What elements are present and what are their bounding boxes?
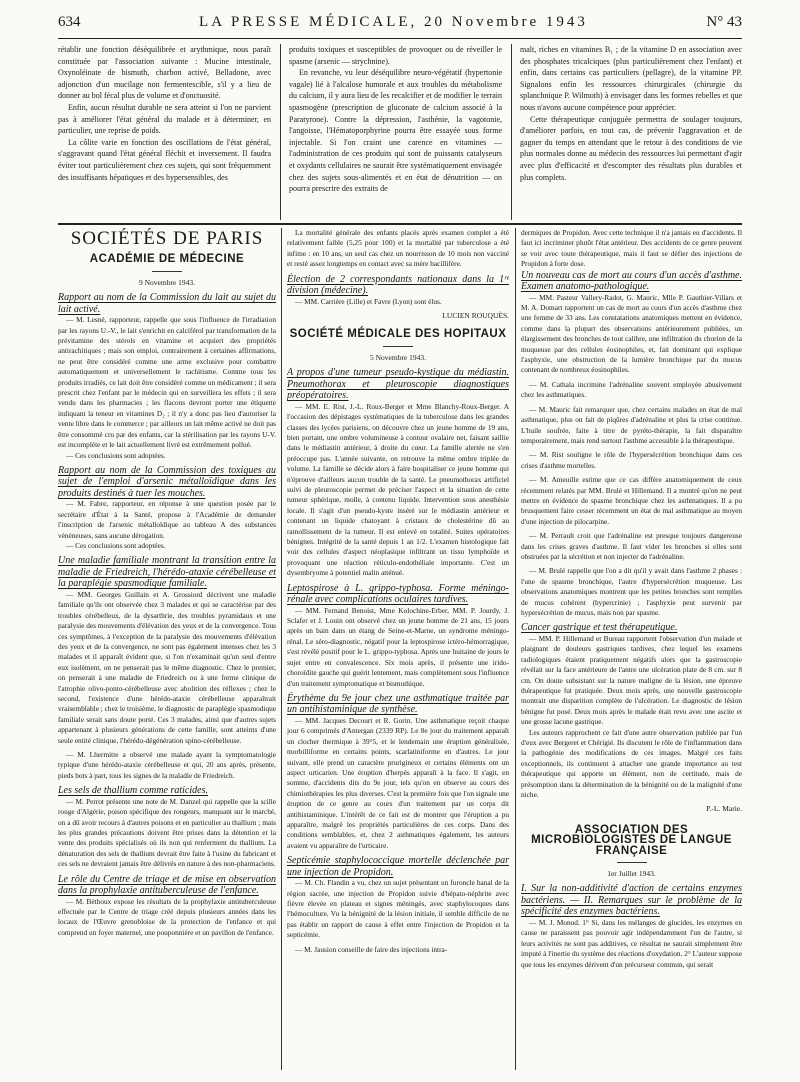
middle-column xyxy=(287,228,509,1070)
report-item xyxy=(58,750,276,781)
paragraph: La côlite varie en fonction des oscillations de l'état général, s'aggravant quand l'état général fléchit et inversement. Il faudra éviter tout particulièrement chez ces sujets, qui sont fréquemment des insuffisants hépatiques et des hypersensibles, des xyxy=(58,137,271,182)
signature: LUCIEN ROUQUÈS. xyxy=(442,311,509,321)
top-column-1 xyxy=(58,44,271,220)
item-title: Les sels de thallium comme raticides. xyxy=(58,785,208,797)
item-text: — M. Ameuille estime que ce cas diffère anatomiquement de ceux récemment relatés par MM. Brulé et Hillemand. Il a montré qu'on ne peut mettre en évidence de spasme bronchique chez les asthmatiques. Il a pu brusquement faire cesser récemment un état de mal asthmatique au moyen d'une injection de pilocarpine. xyxy=(521,475,742,526)
item-text: — MM. Carrière (Lille) et Favre (Lyon) sont élus. xyxy=(295,296,442,306)
report-item xyxy=(521,531,742,562)
report-item xyxy=(287,855,509,940)
item-text: — MM. Jacques Decourt et R. Gorin. Une asthmatique reçoit chaque jour 6 comprimés d'Antergan (2339 RP). Le 8e jour du traitement apparaît un clocher thermique à 39°5, et le lendemain une éruption généralisée, morbilliforme en certains points, scarlatiniforme en d'autres. Le jour suivant, elle prend un caractère prurigineux et certains éléments ont un aspect urticarien. Une éruption d'herpès apparaît à la face. Il s'agit, en somme, d'accidents dits du 9e jour, tels qu'on en observe au cours des chimiothérapies les plus diverses. C'est la première fois que l'on signale une éruption de ce genre au cours d'un traitement par un corps dit antihistaminique. L'intérêt de ce fait est de montrer que l'éruption a pu apparaître, malgré les propriétés particulières de ces corps. Dans des conditions semblables, et, chez 2 asthmatiques également, les auteurs avaient vu apparaître de l'urticaire. xyxy=(287,715,509,850)
section-heading: ACADÉMIE DE MÉDECINE xyxy=(89,253,245,266)
item-text: — M. Lhermitte a observé une malade ayant la symptomatologie typique d'une hérédo-ataxie cérébelleuse et qui, 20 ans après, présente, pieds bots à part, tous les signes de la maladie de Friedreich. xyxy=(58,750,276,780)
item-conclusion: — Ces conclusions sont adoptées. xyxy=(66,541,166,551)
item-text: — M. Béthoux expose les résultats de la prophylaxie antituberculeuse effectuée par le Centre de triage créé depuis plusieurs années dans les locaux de l'Œuvre grenobloise de la protection de l'enfance et qui comprend un foyer maternel, une pouponnière et un pavillon de l'enfance. xyxy=(58,896,276,937)
paragraph: La mortalité générale des enfants placés après examen complet a été relativement faible (5,25 pour 100) et la mortalité par tuberculose a été infime : en 10 ans, un seul cas chez un nourrisson de 10 mois non vacciné et resté assez longtemps en contact avec sa mère bacillifère. xyxy=(287,228,509,269)
report-item xyxy=(521,883,742,970)
report-item xyxy=(287,367,509,578)
report-item xyxy=(287,583,509,689)
item-text: — MM. Pasteur Vallery-Radot, G. Mauric, Mlle P. Gauthier-Villars et M. A. Domart rapportent un cas de mort au cours d'un accès d'asthme chez une femme de 33 ans. Les constatations anatomiques mettent en évidence, comme dans la plupart des observations antérieurement publiées, un élargissement des bronches de tout calibre, une infiltration du chorion de la muqueuse par des cellules éosinophiles, et, fait dominant qui explique l'asphyxie, une obstruction de la lumière bronchique par du mucus contenant de nombreux éosinophiles. xyxy=(521,292,742,375)
item-title: Un nouveau cas de mort au cours d'un accès d'asthme. Examen anatomo-pathologique. xyxy=(521,269,742,293)
item-text: — M. Jausion conseille de faire des injections intra- xyxy=(295,944,448,954)
column-divider xyxy=(511,44,512,220)
column-divider xyxy=(515,228,516,1070)
item-title: Le rôle du Centre de triage et de mise en observation dans la prophylaxie antituberculeuse de l'enfance. xyxy=(58,873,276,897)
page-number: 634 xyxy=(58,14,81,30)
section-heading: ASSOCIATION DES MICROBIOLOGISTES DE LANGUE FRANÇAISE xyxy=(531,823,732,857)
paragraph: rétablir une fonction déséquilibrée et arythmique, nous paraît constituée par l'association suivante : Mucine intestinale, Oxynoléinate de bismuth, charbon activé, Belladone, avec adjonction d'un mucilage non fermentescible, s'il y a lieu de donner au bol fécal plus de volume et d'onctuosité. xyxy=(58,45,271,101)
item-text: — MM. Georges Guillain et A. Grossiord décrivent une maladie familiale qu'ils ont observée chez 3 malades et qui se caractérise par des troubles cérébelleux, de la dysarthrie, des troubles pyramidaux et une paralysie des mouvements d'élévation des yeux et de la convergence. Tous ces symptômes, à l'exception de la paralysie des mouvements d'élévation des yeux et de la convergence, ne sont pas également intenses chez les 3 malades et il apparaît évident que, si l'on n'examinait qu'un seul d'entre eux isolément, on ne penserait pas le même diagnostic. Chez le premier, on penserait à une maladie de Friedreich ou à une forme clinique de l'atrophie olivo-ponto-cérébelleuse avec abolition des réflexes ; chez le second, l'existence d'une hérédo-ataxie cérébelleuse apparaîtrait vraisemblable ; chez le troisième, le diagnostic de paraplégie spasmodique familiale serait sans doute porté. Ces 3 malades, ainsi que d'autres sujets appartenant à plusieurs générations de cette famille, sont atteints d'une seule entité clinique, l'hérédo-dégénération spino-cérébelleuse. xyxy=(58,589,276,745)
heading-rule xyxy=(152,271,182,272)
left-column xyxy=(58,228,276,1070)
section-heading: SOCIÉTÉ MÉDICALE DES HOPITAUX xyxy=(289,328,507,341)
item-conclusion: — Ces conclusions sont adoptées. xyxy=(66,450,166,460)
report-item xyxy=(521,270,742,376)
report-item xyxy=(287,693,509,851)
item-title: Rapport au nom de la Commission des toxiques au sujet de l'emploi d'arsenic métalloïdique dans les produits destinés à tuer les mouches. xyxy=(58,464,276,499)
report-item xyxy=(521,475,742,527)
item-text: Les auteurs rapprochent ce fait d'une autre observation publiée par l'un d'eux avec Bergeret et Chérigié. Ils discutent le rôle de l'inflammation dans la pathogénie des modifications de ces images. Malgré ces faits exceptionnels, ils continuent à attacher une grande importance au test thérapeutique qui apporte un élément, non de certitude, mais de présomption dans la détermination de la bénignité ou de la malignité d'une niche. xyxy=(521,727,742,799)
item-text: — M. Ch. Flandin a vu, chez un sujet présentant un furoncle banal de la région sacrée, une injection de Propidon suivie d'hépato-néphrite avec fièvre élevée en plateau et signes méningés, avec staphylocoques dans l'hémoculture. Vu la bénignité de la lésion initiale, il semble difficile de ne pas établir un rapport de cause à effet entre l'injection de Propidon et la septicémie. xyxy=(287,878,509,940)
heading-rule xyxy=(617,862,647,863)
report-item xyxy=(521,566,742,618)
header-rule xyxy=(58,38,742,39)
item-text: — M. Rist souligne le rôle de l'hypersécrétion bronchique dans ces crises d'asthme mortelles. xyxy=(521,450,742,470)
page-header xyxy=(58,14,742,38)
heading-rule xyxy=(383,346,413,347)
report-item xyxy=(58,785,276,869)
session-date: 9 Novembre 1943. xyxy=(138,277,196,287)
paragraph: Enfin, aucun résultat durable ne sera atteint si l'on ne parvient pas à améliorer l'état général du malade et à déterminer, en particulier, une reprise de poids. xyxy=(58,102,271,136)
journal-title: LA PRESSE MÉDICALE, 20 Novembre 1943 xyxy=(199,14,588,30)
report-item xyxy=(521,622,742,800)
item-title: Rapport au nom de la Commission du lait au sujet du lait activé. xyxy=(58,292,276,315)
session-date: 1er Juillet 1943. xyxy=(607,869,656,879)
report-item xyxy=(58,874,276,939)
report-item xyxy=(58,465,276,552)
item-title: Élection de 2 correspondants nationaux dans la 1ʳᵉ division (médecine). xyxy=(287,273,509,297)
item-text: — M. J. Monod. 1° Si, dans les mélanges de glucides, les enzymes en cause ne paraissent pas pouvoir agir indépendamment l'un de l'autre, si leurs activités ne sont pas additives, ce résultat ne saurait simplement être imputé à l'inertie du système des réactions d'oxydation. 2° L'auteur suppose que tous les enzymes dérivent d'un précurseur commun, qui serait xyxy=(521,917,742,969)
item-title: Septicémie staphylococcique mortelle déclenchée par une injection de Propidon. xyxy=(287,855,509,878)
paragraph: malt, riches en vitamines B₁ ; de la vitamine D en association avec des phosphates tricalciques (plus particulièrement chez l'enfant) et enfin, dans certains cas particuliers (pellagre), de la vitamine PP. Signalons enfin les ressources chirurgicales (chirurgie du splanchnique P. Wilmoth) à envisager dans les formes rebelles et que nous n'avons aucune compétence pour apprécier. xyxy=(520,45,742,112)
paragraph: dermiques de Propidon. Avec cette technique il n'a jamais eu d'accidents. Il faut ici incriminer plutôt l'état antérieur. Des accidents de ce genre peuvent se voir avec toute thérapeutique, mais il faut se défier des injections de Propidon à forte dose. xyxy=(521,228,742,269)
report-item xyxy=(521,450,742,471)
item-text: — M. Mauric fait remarquer que, chez certains malades en état de mal asthmatique, plus on fait de piqûres d'adrénaline et plus la crise continue. L'huile soufrée, faite à titre de pyréto-thérapie, la fait disparaître temporairement, mais rend surtout l'asthme accessible à la thérapeutique. xyxy=(521,404,742,445)
paragraph: Cette thérapeutique conjuguée permettra de soulager toujours, d'améliorer parfois, en tout cas, de prévenir l'aggravation et de gagner du temps en attendant que le retour à des conditions de vie plus normales donne au médecin des ressources lui permettant d'agir avec plus d'efficacité et d'escompter des résultats plus durables et plus complets. xyxy=(520,114,742,182)
right-column xyxy=(521,228,742,1070)
issue-number: N° 43 xyxy=(706,14,742,30)
item-text: — M. Lesné, rapporteur, rappelle que sous l'influence de l'irradiation par les rayons U.-V., le lait s'enrichit en calciférol par transformation de la prévitamine des stérols en vitamine et acquiert des propriétés antirachitiques ; mais son emploi, contrairement à certaines affirmations, ne peut être considéré comme une arme exclusive pour combattre automatiquement et universellement le rachitisme. Comme tous les produits irradiés, ce lait doit être considéré comme un médicament ; il sera prescrit chez l'enfant par le médecin qui en surveillera les effets ; il sera vendu dans les pharmacies ; les flacons devront porter une étiquette indiquant la teneur en vitamines D₂ ; il n'y a donc pas lieu d'autoriser la vente libre dans le commerce ; par ailleurs un lait même activé ne doit pas être consommé cru par des enfants, car la stérilisation par les rayons U-V. est incomplète et le lait actuellement livré est extrêmement pollué. xyxy=(58,315,276,450)
report-item xyxy=(521,405,742,447)
paragraph: produits toxiques et susceptibles de provoquer ou de réveiller le spasme (arsenic — strychnine). xyxy=(289,45,502,66)
item-text: — M. Fabre, rapporteur, en réponse à une question posée par le secrétaire d'État à la Santé, propose à l'Académie de demander l'inscription de l'arsenic métalloïdique au tableau A des substances vénéneuses, sans aucune dérogation. xyxy=(58,499,276,540)
election-item xyxy=(287,274,509,307)
item-text: — MM. E. Rist, J.-L. Roux-Berger et Mme Blanchy-Roux-Berger. A l'occasion des dépistages systématiques de la tuberculose dans les grandes classes des lycées parisiens, on découvre chez un jeune homme de 19 ans, bien portant, une ombre volumineuse à contour ovalaire net, faisant saillie dans le médiastin antérieur, à droite du cœur. La famille alertée ne s'en préoccupe pas. L'année suivante, on retrouve la même ombre triplée de volume. La famille se décide alors à faire hospitaliser ce jeune homme qui n'éprouve d'ailleurs aucun trouble de la santé. Le pneumothorax artificiel suivi de pleuroscopie permet de préciser l'aspect et la situation de cette tumeur sphérique, molle, à contenu liquide. Intervention sous anesthésie locale. Il s'agit d'un pseudo-kyste inséré sur le médiastin antérieur et contenant un liquide chatoyant à cristaux de cholestérine dû au ramollissement de la tumeur. Il est enlevé en totalité. Suites opératoires bénignes. Intégrité de la santé depuis 1 an 1/2. L'examen histologique fait voir des cellules d'aspect néoplasique infiltrant un tissu lymphoïde et provoquant une réaction réticulo-endothéliale importante. C'est un dysembryome à potentiel malin atténué. xyxy=(287,401,509,578)
item-text: — MM. Fernand Benoist, Mme Kolochine-Erber, MM. P. Jourdy, J. Sclafer et J. Louin ont observé chez un jeune homme de 21 ans, 15 jours après un bain dans un étang de Seine-et-Marne, un syndrome méningo-rénal. Le séro-diagnostic, négatif pour la leptospirose ictéro-hémorragique, s'est révélé positif pour le L. grippo-typhosa. Après une huitaine de jours le sujet entre en convalescence. Six mois après, il présente une irido-choroïdite gauche qui guérit lentement, mais complètement sous l'influence d'un traitement symptomatique et bismuthique. xyxy=(287,605,509,688)
item-title: A propos d'une tumeur pseudo-kystique du médiastin. Pneumothorax et pleuroscopie diagnostiques préopératoires. xyxy=(287,367,509,402)
societies-title: SOCIÉTÉS DE PARIS xyxy=(70,228,264,249)
item-text: — M. Perrault croit que l'adrénaline est presque toujours dangereuse dans les crises graves d'asthme. Il faut vider les bronches si elles sont obstruées par la sécrétion et non injecter de l'adrénaline. xyxy=(521,531,742,561)
top-column-2 xyxy=(289,44,502,220)
item-title: Cancer gastrique et test thérapeutique. xyxy=(521,622,678,634)
signature: P.-L. Marie. xyxy=(706,804,742,814)
item-title: Leptospirose à L. grippo-typhosa. Forme méningo-rénale avec complications oculaires tardives. xyxy=(287,582,509,606)
section-rule xyxy=(58,223,742,225)
paragraph: En revanche, vu leur déséquilibre neuro-végétatif (hypertonie vagale) lié à l'alcalose humorale et aux troubles du métabolisme du calcium, il y aura lieu de les recalcifier et de modifier le terrain spasmogène (prescription de gluconate de calcium associé à la Paratyrone). Contre la dépression, l'asthénie, la vagotonie, l'angoisse, l'Hématoporphyrine pourra être essayée sous forme injectable. Si l'on craint une carence en vitamines — l'administration de ces produits qui sont de puissants catalyseurs et oxydants cellulaires ne saurait être systématiquement envisagée chez des sujets sous-alimentés et en état de dénutrition — on pourra prescrire des extraits de xyxy=(289,68,502,194)
item-text: — M. Cathala incrimine l'adrénaline souvent employée abusivement chez les asthmatiques. xyxy=(521,379,742,400)
report-item xyxy=(521,380,742,401)
item-title: Une maladie familiale montrant la transition entre la maladie de Friedreich, l'hérédo-ataxie cérébelleuse et la paraplégie spasmodique familiale. xyxy=(58,555,276,590)
report-item xyxy=(58,555,276,746)
item-text: — M. Perrot présente une note de M. Danzel qui rappelle que la scille rouge d'Algérie, poison spécifique des rongeurs, manquant sur le marché, on a dû avoir recours à d'autres poisons et en particulier au thallium ; mais les plus grandes précautions doivent être prises dans la détention et la vente des produits spécialisés où ils non qui renferment du thallium. La dénaturation des sels de thallium devrait être faite à l'usine du fabricant et ces sels ne devraient jamais être délivrés en nature à des non-pharmaciens. xyxy=(58,796,276,869)
column-divider xyxy=(281,228,282,1070)
report-item xyxy=(58,292,276,461)
item-title: I. Sur la non-additivité d'action de certains enzymes bactériens. — II. Remarques sur le problème de la spécificité des enzymes bactériens. xyxy=(521,883,742,918)
item-text: — MM. P. Hillemand et Bureau rapportent l'observation d'un malade et plaignant de douleurs gastriques tardives, chez lequel les examens radiologiques étaient pratiquement négatifs alors que la gastroscopie révélait sur la face antérieure de l'antre une ulcération plate de 8 cm. sur 8 cm. On doute subsistant sur la nature maligne de la lésion, une épreuve thérapeutique fut pratiquée. Deux mois après, une nouvelle gastroscopie montrait une disparition complète de l'ulcération. Le diagnostic de lésion bénigne fut posé. Deux mois après le malade était revu avec une ascite et une grosse lacune gastrique. xyxy=(521,633,742,727)
report-item xyxy=(287,945,509,955)
item-text: — M. Brulé rappelle que l'on a dit qu'il y avait dans l'asthme 2 phases : l'une de spasme bronchique, l'autre d'hypersécrétion muqueuse. Les observations anatomiques montrent que les petites bronches sont remplies de mucus cohérent (hypercrinie) ; l'asphyxie peut survenir par hypersécrétion de mucus, mais non par spasme. xyxy=(521,566,742,617)
item-title: Érythème du 9e jour chez une asthmatique traitée par un antihistaminique de synthèse. xyxy=(287,692,509,716)
column-divider xyxy=(280,44,281,220)
top-column-3 xyxy=(520,44,742,220)
session-date: 5 Novembre 1943. xyxy=(369,352,427,362)
